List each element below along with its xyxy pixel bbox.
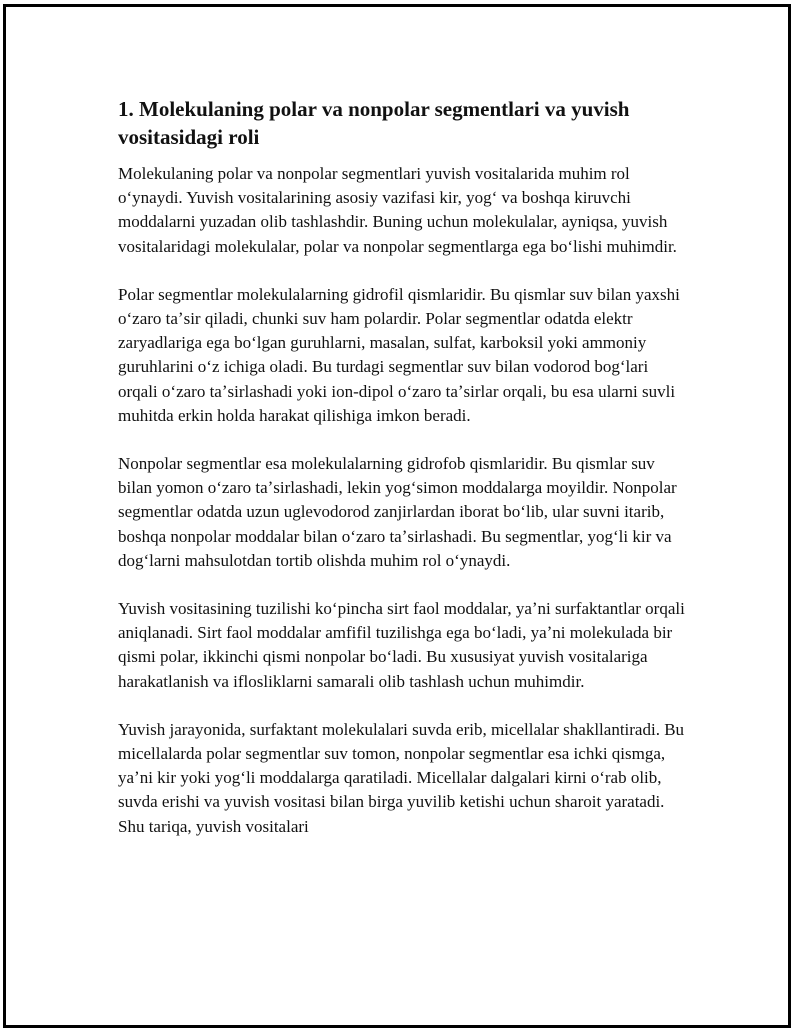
paragraph-2: Polar segmentlar molekulalarning gidrofil qismlaridir. Bu qismlar suv bilan yaxshi oʻzaro taʼsir qiladi, chunki suv ham polardir. Polar segmentlar odatda elektr zaryadlariga ega boʻlgan guruhlarni, masalan, sulfat, karboksil yoki ammoniy guruhlarini oʻz ichiga oladi. Bu turdagi segmentlar suv bilan vodorod bogʻlari orqali oʻzaro taʼsirlashadi yoki ion-dipol oʻzaro taʼsirlar orqali, bu esa ularni suvli muhitda erkin holda harakat qilishiga imkon beradi. bbox=[118, 284, 680, 425]
document-body bbox=[118, 95, 690, 863]
paragraph-3: Nonpolar segmentlar esa molekulalarning gidrofob qismlaridir. Bu qismlar suv bilan yomon oʻzaro taʼsirlashadi, lekin yogʻsimon moddalarga moyildir. Nonpolar segmentlar odatda uzun uglevodorod zanjirlardan iborat boʻlib, ular suvni itarib, boshqa nonpolar moddalar bilan oʻzaro taʼsirlashadi. Bu segmentlar, yogʻli kir va dogʻlarni mahsulotdan tortib olishda muhim rol oʻynaydi. bbox=[118, 454, 677, 570]
paragraph-5: Yuvish jarayonida, surfaktant molekulalari suvda erib, micellalar shakllantiradi. Bu micellalarda polar segmentlar suv tomon, nonpolar segmentlar esa ichki qismga, yaʼni kir yoki yogʻli moddalarga qaratiladi. Micellalar dalgalari kirni oʻrab olib, suvda erishi va yuvish vositasi bilan birga yuvilib ketishi uchun sharoit yaratadi. Shu tariqa, yuvish vositalari bbox=[118, 719, 685, 836]
paragraph-1: Molekulaning polar va nonpolar segmentlari yuvish vositalarida muhim rol oʻynaydi. Yuvish vositalarining asosiy vazifasi kir, yogʻ va boshqa kiruvchi moddalarni yuzadan olib tashlashdir. Buning uchun molekulalar, ayniqsa, yuvish vositalaridagi molekulalar, polar va nonpolar segmentlarga ega boʻlishi muhimdir. bbox=[118, 164, 677, 256]
paragraph-4: Yuvish vositasining tuzilishi koʻpincha sirt faol moddalar, yaʼni surfaktantlar orqali aniqlanadi. Sirt faol moddalar amfifil tuzilishga ega boʻladi, yaʼni molekulada bir qismi polar, ikkinchi qismi nonpolar boʻladi. Bu xususiyat yuvish vositalariga harakatlanish va iflosliklarni samarali olib tashlash uchun muhimdir. bbox=[118, 599, 685, 691]
section-heading: 1. Molekulaning polar va nonpolar segmentlari va yuvish vositasidagi roli bbox=[118, 97, 630, 149]
